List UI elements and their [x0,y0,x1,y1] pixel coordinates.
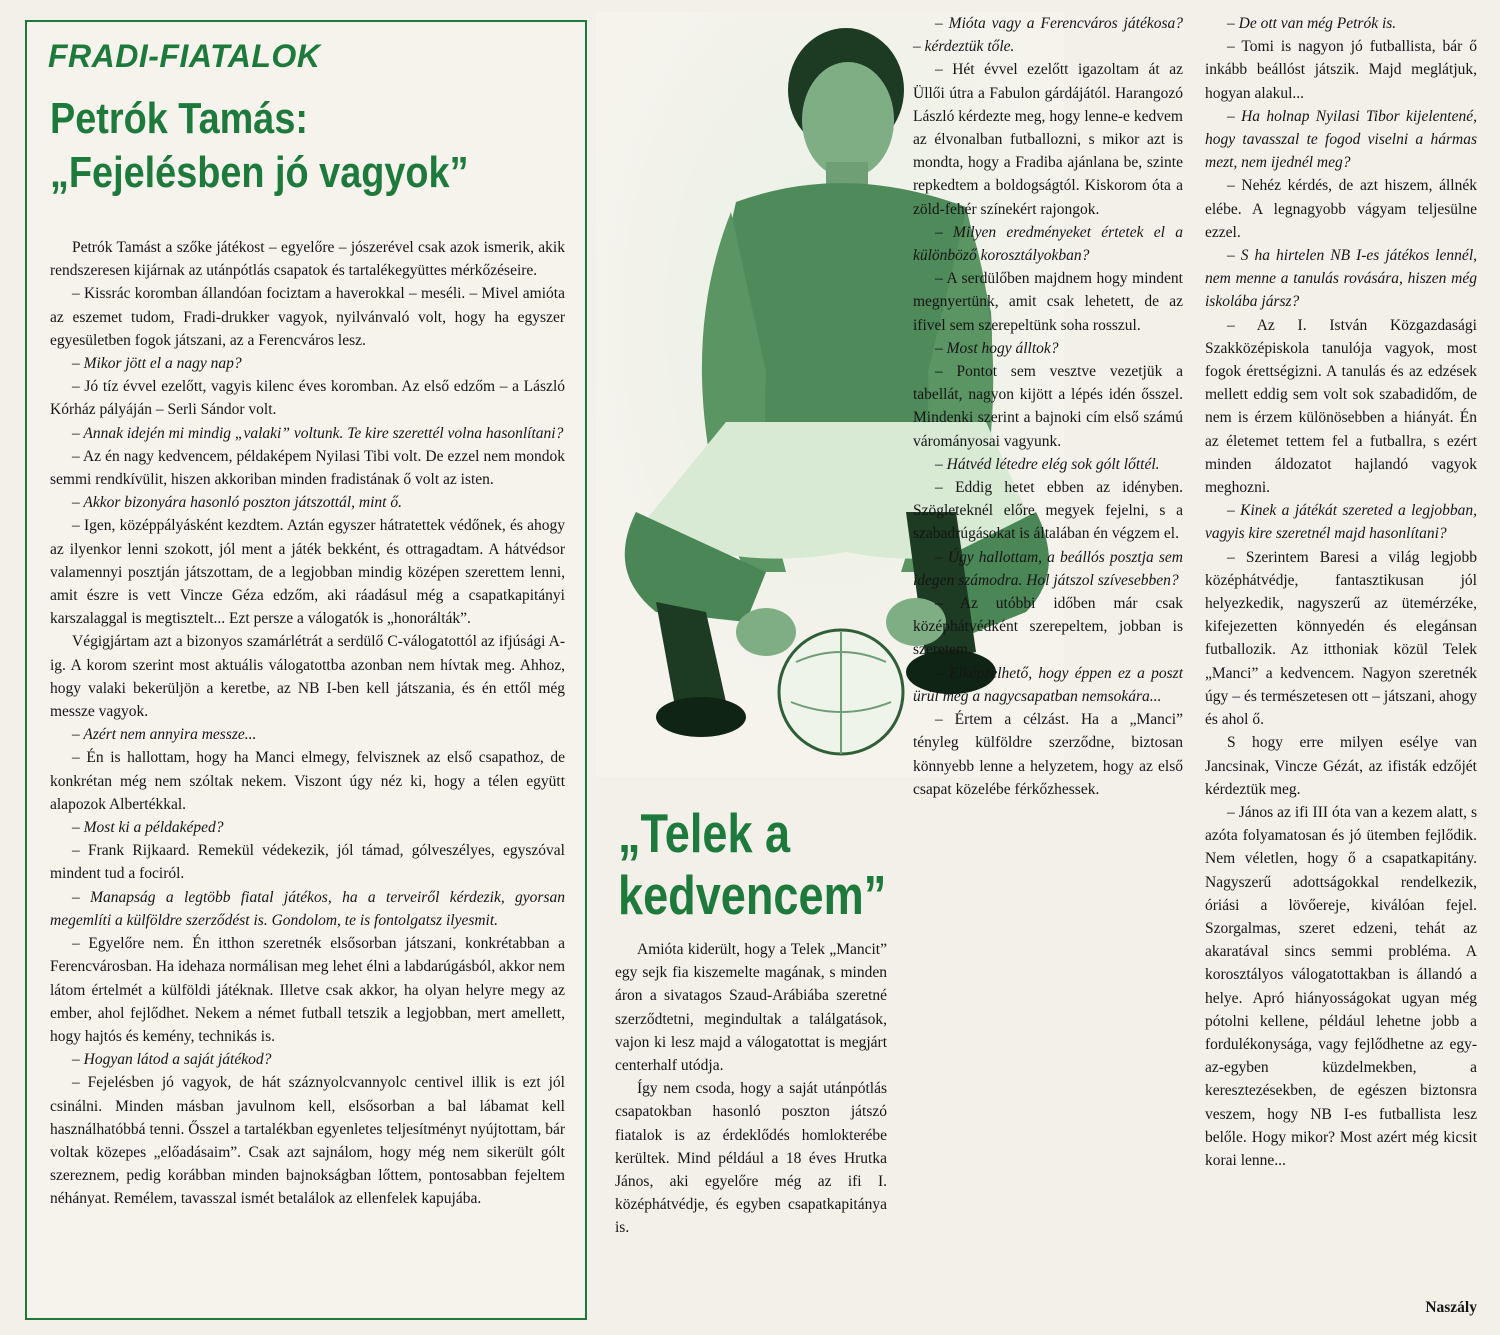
interview-question: – Azért nem annyira messze... [72,726,257,744]
paragraph: – Én is hallottam, hogy ha Manci elmegy, felvisznek az első csapathoz, de konkrétan még nem szóltak nekem. Viszont úgy néz ki, hogy a télen együtt alapozok Albertékkal. [50,749,565,813]
interview-question: – Mióta vagy a Ferencváros játékosa? – kérdeztük tőle. [913,15,1183,56]
interview-question: – Annak idején mi mindig „valaki” voltunk. Te kire szerettél volna hasonlítani? [72,424,564,442]
paragraph: – Értem a célzást. Ha a „Manci” tényleg külföldre szerződne, biztosan könnyebb lenne a helyzetem, hogy az első csapat közelébe férkőzhessek. [913,711,1183,798]
interview-question: – De ott van még Petrók is. [1227,15,1397,32]
headline [50,92,497,200]
paragraph: – Az utóbbi időben már csak középhátvédként szerepeltem, jobban is szeretem. [913,595,1183,659]
interview-question: – S ha hirtelen NB I-es játékos lennél, nem menne a tanulás rovására, hiszen még iskolába jársz? [1205,247,1477,311]
paragraph: – Nehéz kérdés, de azt hiszem, állnék elébe. A legnagyobb vágyam teljesülne ezzel. [1205,177,1477,241]
headline-line-2: „Fejelésben jó vagyok” [50,148,469,197]
paragraph: – Jó tíz évvel ezelőtt, vagyis kilenc éves koromban. Az első edzőm – a László Kórház pályáján – Serli Sándor volt. [50,378,565,419]
author-signature: Naszály [1425,1299,1477,1316]
interview-column-right-2 [1205,12,1477,1172]
intro-column-middle [615,938,887,1240]
interview-question: – Hátvéd létedre elég sok gólt lőttél. [935,455,1160,473]
interview-column-right-1 [913,12,1183,801]
interview-question: – Milyen eredményeket értetek el a különböző korosztályokban? [913,223,1183,265]
paragraph: – Pontot sem vesztve vezetjük a tabellát, nagyon kijött a lépés idén ősszel. Mindenki szerint a bajnoki cím első számú várományosai vagyunk. [913,363,1183,450]
paragraph: – János az ifi III óta van a kezem alatt, s azóta folyamatosan és jó ütemben fejlődik. Nem véletlen, hogy ő a csapatkapitány. Nagyszerű adottságokkal rendelkezik, óriási a lövőereje, kiválóan fejel. Szorgalmas, szeret edzeni, tehát az akaratával sincs semmi probléma. A korosztályos válogatottakban is állandó a helye. Apró hiányosságokat ugyan még pótolni kellene, például lehetne jobb a fordulékonysága, vagy fejlődhetne az egy-az-egyben küzdelmekben, a keresztezésekben, de egészen biztonsra veszem, hogy NB I-es futballista lesz belőle. Hogy mikor? Most azért még kicsit korai lenne... [1205,803,1477,1169]
interview-question: – Hogyan látod a saját játékod? [72,1051,272,1069]
interview-column-left [50,236,565,1211]
interview-question: – Most hogy álltok? [935,339,1059,357]
section-kicker: FRADI-FIATALOK [48,38,321,74]
paragraph: – Hét évvel ezelőtt igazoltam át az Üllői útra a Fabulon gárdájától. Harangozó László kérdezte meg, hogy lenne-e kedvem az élvonalban futballozni, s mikor azt is mondta, hogy a Fradiba ajánlana be, szinte repkedtem a boldogságtól. Kiskorom óta a zöld-fehér színekért rajongok. [913,61,1183,218]
interview-question: – Úgy hallottam, a beállós posztja sem idegen számodra. Hol játszol szívesebben? [913,548,1183,589]
subheadline: „Telek a kedvencem” [618,802,887,926]
paragraph: – Fejelésben jó vagyok, de hát száznyolcvannyolc centivel illik is ezt jól csinálni. Minden másban javulnom kell, elsősorban a bal lábamat kell használhatóbbá tenni. Ősszel a tartalékban egyenletes teljesítményt nyújtottam, bár voltak közepes „előadásaim”. Csak azt sajnálom, hogy még nem sikerült gólt szereznem, pedig korábban minden bajnokságban lőttem, pontosabban fejeltem néhányat. Remélem, tavasszal ismét betalálok az ellenfelek kapujába. [50,1074,565,1208]
paragraph: – Tomi is nagyon jó futballista, bár ő inkább beállóst játszik. Majd meglátjuk, hogyan alakul... [1205,38,1477,102]
interview-question: – Akkor bizonyára hasonló poszton játszottál, mint ő. [72,494,402,512]
player-left-hand [736,608,796,656]
player-face [802,62,894,178]
interview-question: – Mikor jött el a nagy nap? [72,355,242,373]
interview-question: – Elképzelhető, hogy éppen ez a poszt ürül meg a nagycsapatban nemsokára... [913,664,1183,705]
interview-question: – Most ki a példaképed? [72,819,224,837]
paragraph: Így nem csoda, hogy a saját utánpótlás csapatokban hasonló poszton játszó fiatalok is az érdeklődés homlokterébe kerültek. Mind például a 18 éves Hrutka János, aki egyelőre még az ifi I. középhátvédje, és egyben csapatkapitánya is. [615,1080,887,1237]
paragraph: Amióta kiderült, hogy a Telek „Mancit” egy sejk fia kiszemelte magának, s minden áron a sivatagos Szaud-Arábiába szeretné szerződtetni, megindultak a találgatások, vajon ki lesz majd a válogatottat is megjárt centerhalf utódja. [615,941,887,1075]
interview-question: – Kinek a játékát szereted a legjobban, vagyis kire szeretnél majd hasonlítani? [1205,502,1477,543]
player-left-boot [656,697,746,737]
interview-question: – Manapság a legtöbb fiatal játékos, ha a terveiről kérdezik, gyorsan megemlíti a külföldre szerződést is. Gondolom, te is fontolgatsz ilyesmit. [50,888,565,929]
paragraph: – Szerintem Baresi a világ legjobb középhátvédje, fantasztikusan jól helyezkedik, nagyszerű az ütemérzéke, kifejezetten könnyedén és elegánsan futballozik. Az itthoniak közül Telek „Manci” a kedvencem. Nagyon szeretnék úgy – és természetesen ott – játszani, ahogy és ahol ő. [1205,548,1477,729]
paragraph: – Az én nagy kedvencem, példaképem Nyilasi Tibi volt. De ezzel nem mondok semmi rendkívülit, hiszen akkoriban minden fradistának ő volt az isten. [50,447,565,489]
paragraph: Petrók Tamást a szőke játékost – egyelőre – jószerével csak azok ismerik, akik rendszeresen kijárnak az utánpótlás csapatok és tartalékegyüttes mérkőzéseire. [50,239,565,280]
paragraph: – Igen, középpályásként kezdtem. Aztán egyszer hátratettek védőnek, és ahogy az ilyenkor lenni szokott, jól ment a játék bekként, és ottragadtam. A hátvédsor valamennyi posztján játszottam, de a legjobban mindig középen szerettem lenni, amit észre is vett Vincze Géza edzőm, aki ráadásul még a csapatkapitányi karszalaggal is megtisztelt... Ezt persze a válogatók is „honorálták”. [50,517,565,628]
paragraph: S hogy erre milyen esélye van Jancsinak, Vincze Gézát, az ifisták edzőjét kérdeztük meg. [1205,734,1477,798]
interview-question: – Ha holnap Nyilasi Tibor kijelentené, hogy tavasszal te fogod viselni a hármas mezt, nem ijednél meg? [1205,107,1477,172]
paragraph: Végigjártam azt a bizonyos szamárlétrát a serdülő C-válogatottól az ifjúsági A-ig. A korom szerint most aktuális válogatottba azonban nem hívtak meg. Ahhoz, hogy valaki bekerüljön a keretbe, az NB I-ben kell játszania, és én ettől még messze vagyok. [50,633,565,721]
paragraph: – A serdülőben majdnem hogy mindent megnyertünk, amit csak lehetett, de az ifivel sem szerepeltünk soha rosszul. [913,270,1183,334]
paragraph: – Frank Rijkaard. Remekül védekezik, jól támad, gólveszélyes, egyszóval mindent tud a fociról. [50,842,565,883]
paragraph: – Kissrác koromban állandóan fociztam a haverokkal – meséli. – Mivel amióta az eszemet tudom, Fradi-drukker vagyok, nyilvánvaló volt, hogy ha egyszer egyesületben fogok játszani, az a Ferencváros lesz. [50,285,565,349]
headline-line-1: Petrók Tamás: [50,94,308,143]
paragraph: – Az I. István Közgazdasági Szakközépiskola tanulója vagyok, most fogok érettségizni. A tanulás és az edzések mellett eddig sem volt sok szabadidőm, de nem is érzem különösebben a hiányát. Én az életemet tettem fel a futballra, s ezért minden áldozatot hajlandó vagyok meghozni. [1205,316,1477,497]
paragraph: – Egyelőre nem. Én itthon szeretnék elsősorban játszani, konkrétabban a Ferencvárosban. Ha idehaza normálisan meg lehet élni a labdarúgásból, akkor nem látom értelmét a külföldi játéknak. Illetve csak akkor, ha olyan helyre megy az ember, ahol fejlődhet. Nekem a német futball tetszik a legjobban, mert amellett, hogy hajtós és kemény, technikás is. [50,935,565,1045]
paragraph: – Eddig hetet ebben az idényben. Szögleteknél előre megyek fejelni, s a szabadrúgásokat is általában én végzem el. [913,479,1183,543]
